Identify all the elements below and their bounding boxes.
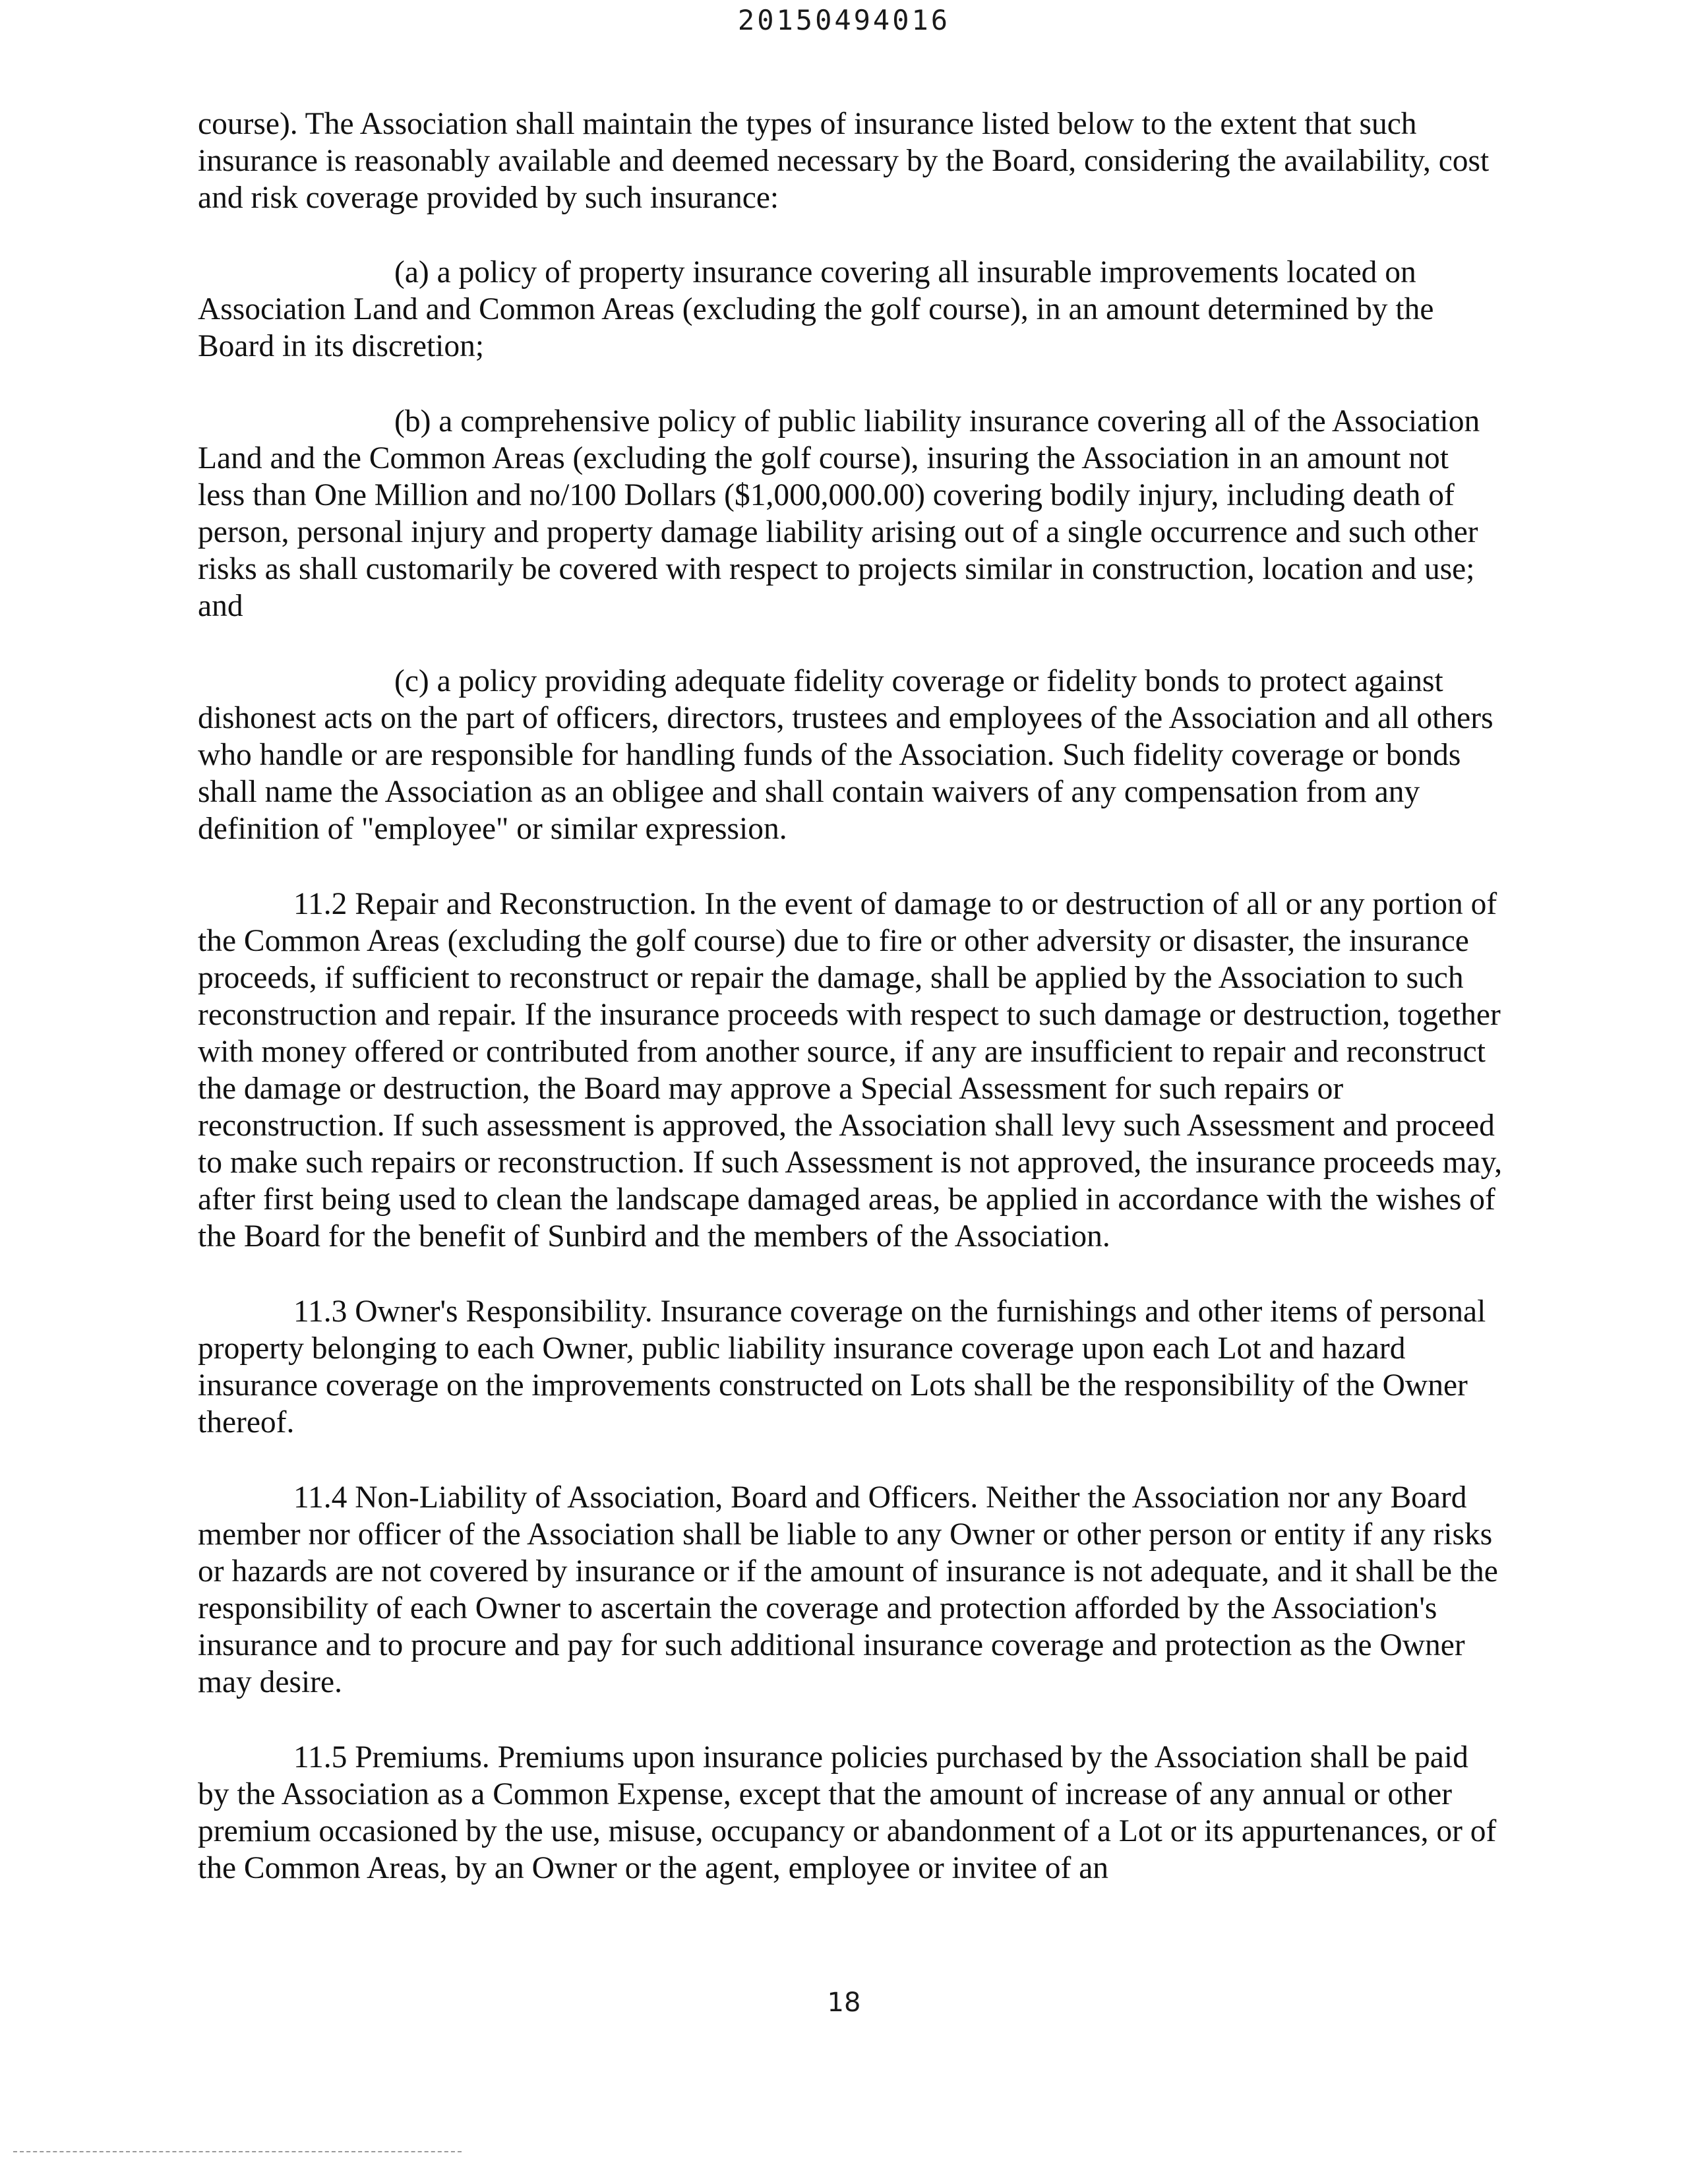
page-number: 18	[827, 1987, 861, 2018]
paragraph-item-c: (c) a policy providing adequate fidelity coverage or fidelity bonds to protect against dishonest acts on the part of officers, directors, trustees and employees of the Association and all others who handle or are responsible for handling funds of the Association. Such fidelity coverage or bonds shall name the Association as an obligee and shall contain waivers of any compensation from any definition of "employee" or similar expression.	[198, 664, 1493, 846]
paragraph-intro: course). The Association shall maintain the types of insurance listed below to the extent that such insurance is reasonably available and deemed necessary by the Board, considering the availability, cost and risk coverage provided by such insurance:	[198, 107, 1490, 215]
paragraph-section-11-4: 11.4 Non-Liability of Association, Board and Officers. Neither the Association nor any Board member nor officer of the Association shall be liable to any Owner or other person or entity if any risks or hazards are not covered by insurance or if the amount of insurance is not adequate, and it shall be the responsibility of each Owner to ascertain the coverage and protection afforded by the Association's insurance and to procure and pay for such additional insurance coverage and protection as the Owner may desire.	[198, 1480, 1498, 1699]
paragraph-section-11-5: 11.5 Premiums. Premiums upon insurance policies purchased by the Association shall be paid by the Association as a Common Expense, except that the amount of increase of any annual or other premium occasioned by the use, misuse, occupancy or abandonment of a Lot or its appurtenances, or of the Common Areas, by an Owner or the agent, employee or invitee of an	[198, 1740, 1497, 1885]
footer-divider	[13, 2151, 462, 2152]
paragraph-item-b: (b) a comprehensive policy of public liability insurance covering all of the Association Land and the Common Areas (excluding the golf course), insuring the Association in an amount not less than One Million and no/100 Dollars ($1,000,000.00) covering bodily injury, including death of person, personal injury and property damage liability arising out of a single occurrence and such other risks as shall customarily be covered with respect to projects similar in construction, location and use; and	[198, 404, 1480, 623]
document-body	[198, 106, 1503, 1925]
document-number: 20150494016	[737, 4, 951, 36]
paragraph-item-a: (a) a policy of property insurance covering all insurable improvements located on Association Land and Common Areas (excluding the golf course), in an amount determined by the Board in its discretion;	[198, 255, 1434, 363]
paragraph-section-11-2: 11.2 Repair and Reconstruction. In the event of damage to or destruction of all or any portion of the Common Areas (excluding the golf course) due to fire or other adversity or disaster, the insurance proceeds, if sufficient to reconstruct or repair the damage, shall be applied by the Association to such reconstruction and repair. If the insurance proceeds with respect to such damage or destruction, together with money offered or contributed from another source, if any are insufficient to repair and reconstruct the damage or destruction, the Board may approve a Special Assessment for such repairs or reconstruction. If such assessment is approved, the Association shall levy such Assessment and proceed to make such repairs or reconstruction. If such Assessment is not approved, the insurance proceeds may, after first being used to clean the landscape damaged areas, be applied in accordance with the wishes of the Board for the benefit of Sunbird and the members of the Association.	[198, 887, 1503, 1254]
paragraph-section-11-3: 11.3 Owner's Responsibility. Insurance coverage on the furnishings and other items of personal property belonging to each Owner, public liability insurance coverage upon each Lot and hazard insurance coverage on the improvements constructed on Lots shall be the responsibility of the Owner thereof.	[198, 1294, 1486, 1440]
